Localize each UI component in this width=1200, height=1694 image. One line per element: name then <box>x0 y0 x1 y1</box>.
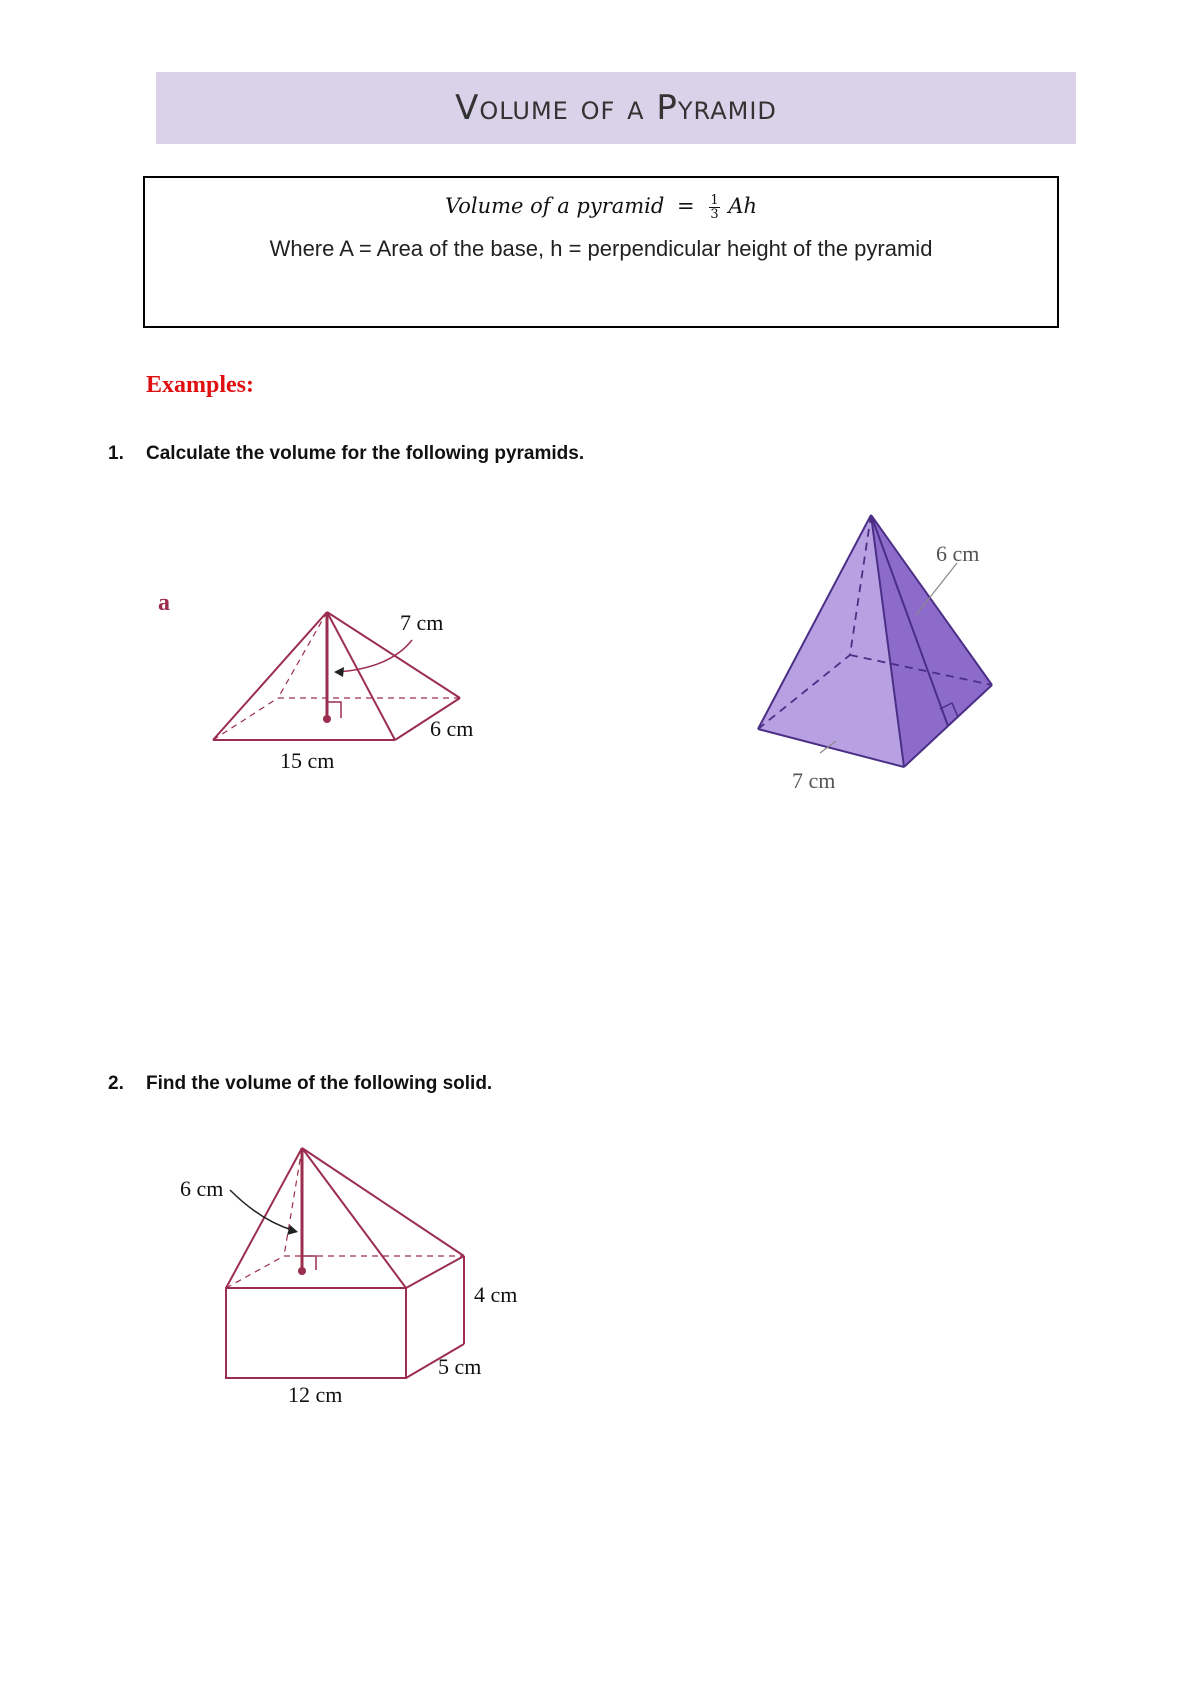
formula-lhs: Volume of a pyramid <box>444 194 665 218</box>
question-2-text: Find the volume of the following solid. <box>146 1073 493 1094</box>
prism-top-right-edge <box>406 1256 464 1288</box>
lateral-edge-front <box>327 612 395 740</box>
formula-box <box>143 176 1059 328</box>
formula-equals: = <box>677 194 695 218</box>
volume-formula <box>145 194 1057 221</box>
question-1-number: 1. <box>108 443 124 464</box>
figure-b-square-pyramid <box>740 505 1010 800</box>
arrow-head <box>334 667 344 677</box>
title-banner <box>156 72 1076 144</box>
slant-arrow <box>338 640 412 672</box>
figure-c-prism-height-label: 4 cm <box>474 1282 518 1307</box>
figure-c-composite-solid <box>160 1140 540 1420</box>
figure-b-base-label: 7 cm <box>792 768 836 793</box>
prism-front-face <box>226 1288 406 1378</box>
question-1 <box>108 443 584 465</box>
lateral-edge-left <box>213 612 327 740</box>
figure-c-height-label: 6 cm <box>180 1176 224 1201</box>
figure-a-tag: a <box>158 590 170 616</box>
fraction-denominator: 3 <box>710 207 719 222</box>
base-center-dot <box>323 715 331 723</box>
figure-a-rectangular-pyramid <box>150 590 510 780</box>
examples-heading: Examples: <box>146 372 254 398</box>
formula-rhs: Ah <box>728 194 758 218</box>
base-center-dot <box>298 1267 306 1275</box>
question-2 <box>108 1073 492 1095</box>
question-2-number: 2. <box>108 1073 124 1094</box>
page-title: Volume of a Pyramid <box>455 88 777 128</box>
formula-fraction <box>709 194 719 221</box>
question-1-text: Calculate the volume for the following pyramids. <box>146 443 585 464</box>
pyramid-edge-right <box>302 1148 464 1256</box>
figure-a-depth-label: 6 cm <box>430 716 474 741</box>
formula-description: Where A = Area of the base, h = perpendicular height of the pyramid <box>269 236 933 261</box>
pyramid-edge-front <box>302 1148 406 1288</box>
figure-a-width-label: 15 cm <box>280 748 335 773</box>
figure-c-prism-length-label: 12 cm <box>288 1382 343 1407</box>
figure-c-prism-depth-label: 5 cm <box>438 1354 482 1379</box>
fraction-numerator: 1 <box>710 193 719 208</box>
lateral-edge-hidden <box>278 612 327 698</box>
figure-b-slant-label: 6 cm <box>936 541 980 566</box>
figure-a-slant-label: 7 cm <box>400 610 444 635</box>
